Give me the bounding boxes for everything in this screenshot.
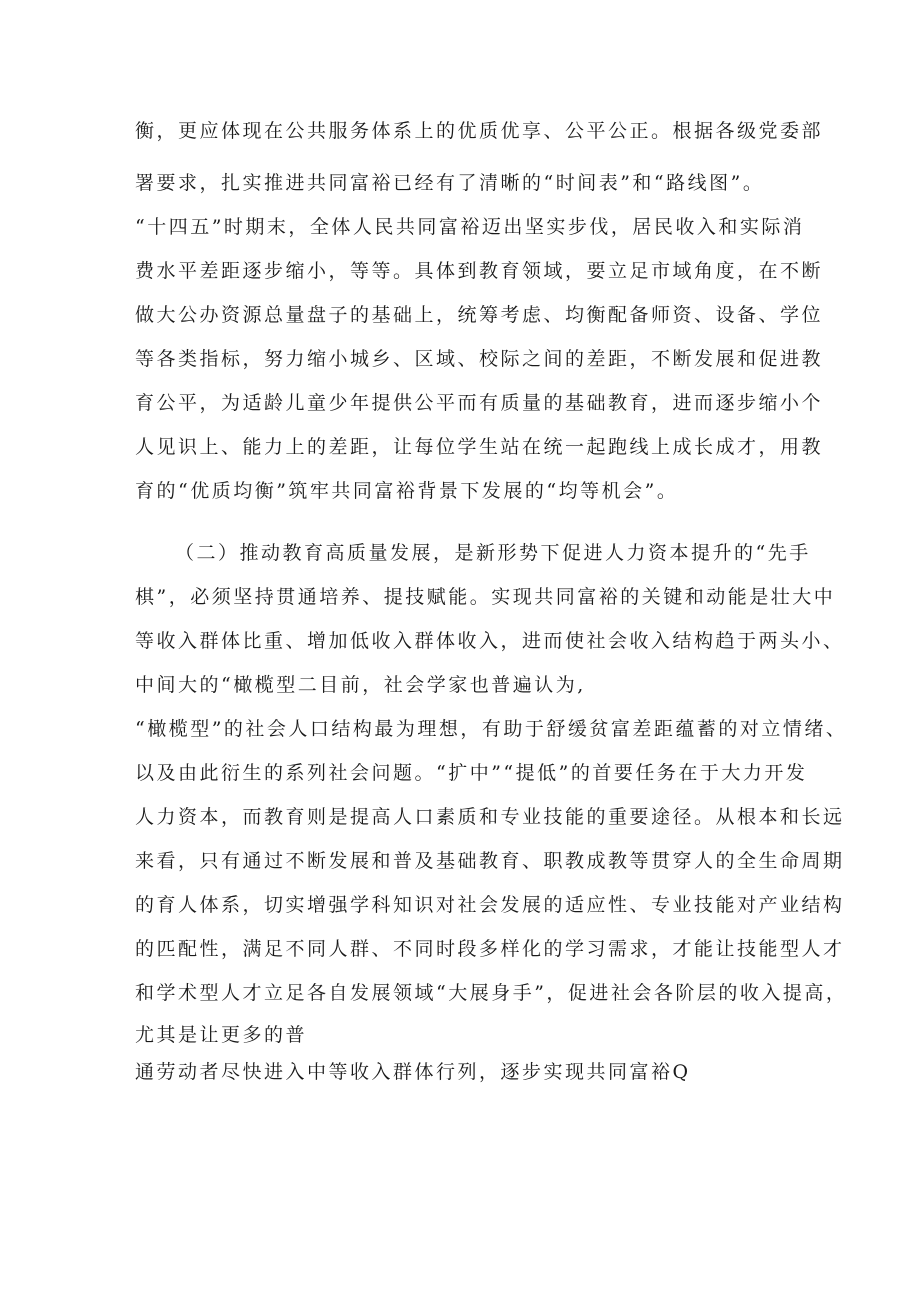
text-line: 署要求，扎实推进共同富裕已经有了清晰的“时间表”和“路线图”。 [135, 172, 765, 194]
text-line: 通劳动者尽快进入中等收入群体行列，逐步实现共同富裕Q [135, 1061, 691, 1083]
text-line: 的匹配性，满足不同人群、不同时段多样化的学习需求，才能让技能型人才 [135, 938, 845, 960]
text-line: 棋”，必须坚持贯通培养、提技赋能。实现共同富裕的关键和动能是壮大中 [135, 586, 836, 608]
text-line: 等各类指标，努力缩小城乡、区域、校际之间的差距，不断发展和促进教 [135, 348, 824, 370]
text-line: 来看，只有通过不断发展和普及基础教育、职教成教等贯穿人的全生命周期 [135, 850, 845, 872]
text-line: 做大公办资源总量盘子的基础上，统筹考虑、均衡配备师资、设备、学位 [135, 304, 824, 326]
text-line: “橄榄型”的社会人口结构最为理想，有助于舒缓贫富差距蕴蓄的对立情绪、 [135, 718, 848, 740]
text-line: 费水平差距逐步缩小，等等。具体到教育领域，要立足市域角度，在不断 [135, 260, 824, 282]
text-line: 人见识上、能力上的差距，让每位学生站在统一起跑线上成长成才，用教 [135, 436, 824, 458]
text-line: 育公平，为适龄儿童少年提供公平而有质量的基础教育，进而逐步缩小个 [135, 392, 824, 414]
text-line: 和学术型人才立足各自发展领域“大展身手”，促进社会各阶层的收入提高， [135, 982, 848, 1004]
text-line: 以及由此衍生的系列社会问题。“扩中”“提低”的首要任务在于大力开发 [135, 762, 808, 784]
text-line: 育的“优质均衡”筑牢共同富裕背景下发展的“均等机会”。 [135, 480, 679, 502]
text-line: 中间大的“橄榄型二目前，社会学家也普遍认为, [135, 674, 586, 696]
text-line: 等收入群体比重、增加低收入群体收入，进而使社会收入结构趋于两头小、 [135, 630, 845, 652]
text-line: （二）推动教育高质量发展，是新形势下促进人力资本提升的“先手 [175, 542, 811, 564]
text-line: 人力资本，而教育则是提高人口素质和专业技能的重要途径。从根本和长远 [135, 806, 845, 828]
text-line: 尤其是让更多的普 [135, 1024, 308, 1046]
text-line: “十四五”时期末，全体人民共同富裕迈出坚实步伐，居民收入和实际消 [135, 216, 805, 238]
text-line: 的育人体系，切实增强学科知识对社会发展的适应性、专业技能对产业结构 [135, 894, 845, 916]
text-line: 衡，更应体现在公共服务体系上的优质优享、公平公正。根据各级党委部 [135, 120, 824, 142]
